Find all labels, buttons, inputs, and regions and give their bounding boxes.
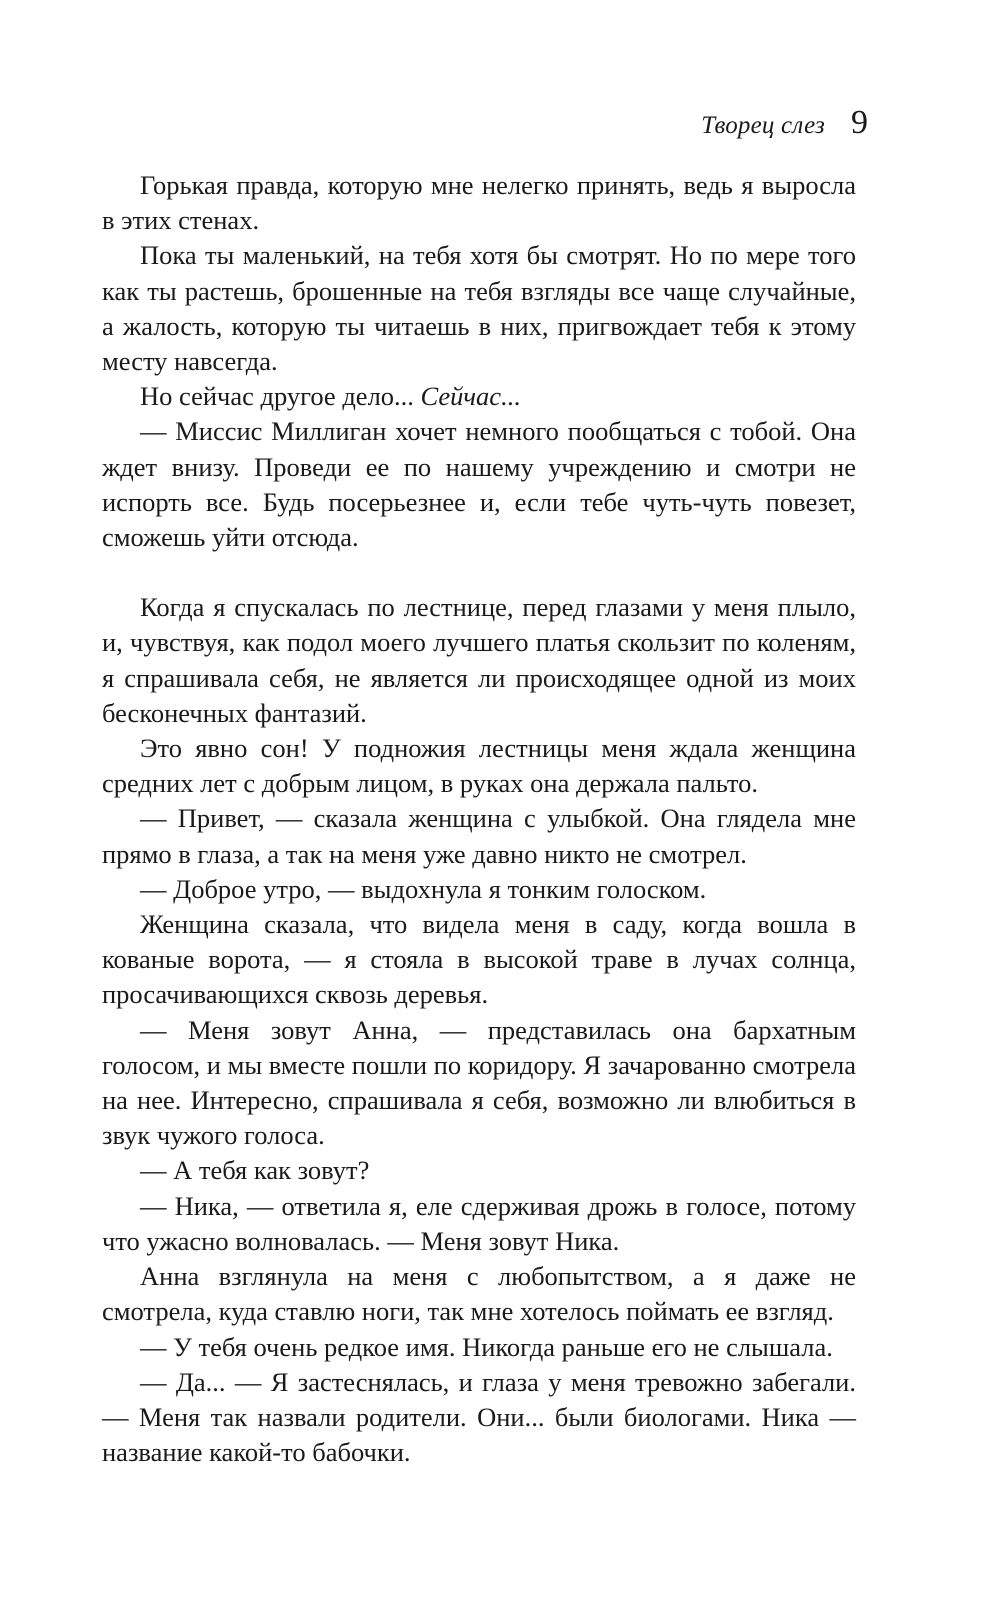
paragraph: — Миссис Миллиган хочет немного пообщаться с тобой. Она ждет внизу. Проведи ее по нашему учреждению и смотри не испорть все. Будь посерьезнее и, если тебе чуть-чуть повезет, сможешь уйти отсюда. (102, 416, 856, 553)
section-break (102, 555, 856, 590)
running-title: Творец слез (701, 112, 825, 139)
paragraph: Горькая правда, которую мне нелегко принять, ведь я выросла в этих стенах. (102, 170, 856, 236)
body-text (102, 168, 856, 1470)
paragraph: — Ника, — ответила я, еле сдерживая дрожь в голосе, потому что ужасно волновалась. — Меня зовут Ника. (102, 1190, 856, 1256)
paragraph: Это явно сон! У подножия лестницы меня ждала женщина средних лет с добрым лицом, в руках она держала пальто. (102, 733, 856, 799)
paragraph: Анна взглянула на меня с любопытством, а я даже не смотрела, куда ставлю ноги, так мне хотелось поймать ее взгляд. (102, 1261, 856, 1327)
paragraph: — Да... — Я застеснялась, и глаза у меня тревожно забегали. — Меня так назвали родители. Они... были биологами. Ника — название какой-то бабочки. (102, 1366, 856, 1468)
page-number: 9 (851, 104, 868, 141)
running-head (701, 104, 868, 142)
paragraph-text: Но сейчас другое дело... (140, 381, 421, 412)
paragraph: — У тебя очень редкое имя. Никогда раньше его не слышала. (140, 1331, 833, 1362)
paragraph: — Меня зовут Анна, — представилась она бархатным голосом, и мы вместе пошли по коридору. Я зачарованно смотрела на нее. Интересно, спрашивала я себя, возможно ли влюбиться в звук чужого голоса. (102, 1014, 856, 1151)
italic-emphasis: Сейчас... (420, 381, 521, 412)
paragraph: — Доброе утро, — выдохнула я тонким голоском. (140, 873, 707, 904)
paragraph: — А тебя как зовут? (140, 1155, 370, 1186)
paragraph: Пока ты маленький, на тебя хотя бы смотрят. Но по мере того как ты растешь, брошенные на тебя взгляды все чаще случайные, а жалость, которую ты читаешь в них, пригвождает тебя к этому месту навсегда. (102, 240, 856, 377)
paragraph: Когда я спускалась по лестнице, перед глазами у меня плыло, и, чувствуя, как подол моего лучшего платья скользит по коленям, я спрашивала себя, не является ли происходящее одной из моих бесконечных фантазий. (102, 592, 856, 728)
paragraph: Женщина сказала, что видела меня в саду, когда вошла в кованые ворота, — я стояла в высокой траве в лучах солнца, просачивающихся сквозь деревья. (102, 909, 856, 1010)
paragraph: — Привет, — сказала женщина с улыбкой. Она глядела мне прямо в глаза, а так на меня уже давно никто не смотрел. (102, 803, 856, 869)
paragraph (102, 379, 856, 414)
